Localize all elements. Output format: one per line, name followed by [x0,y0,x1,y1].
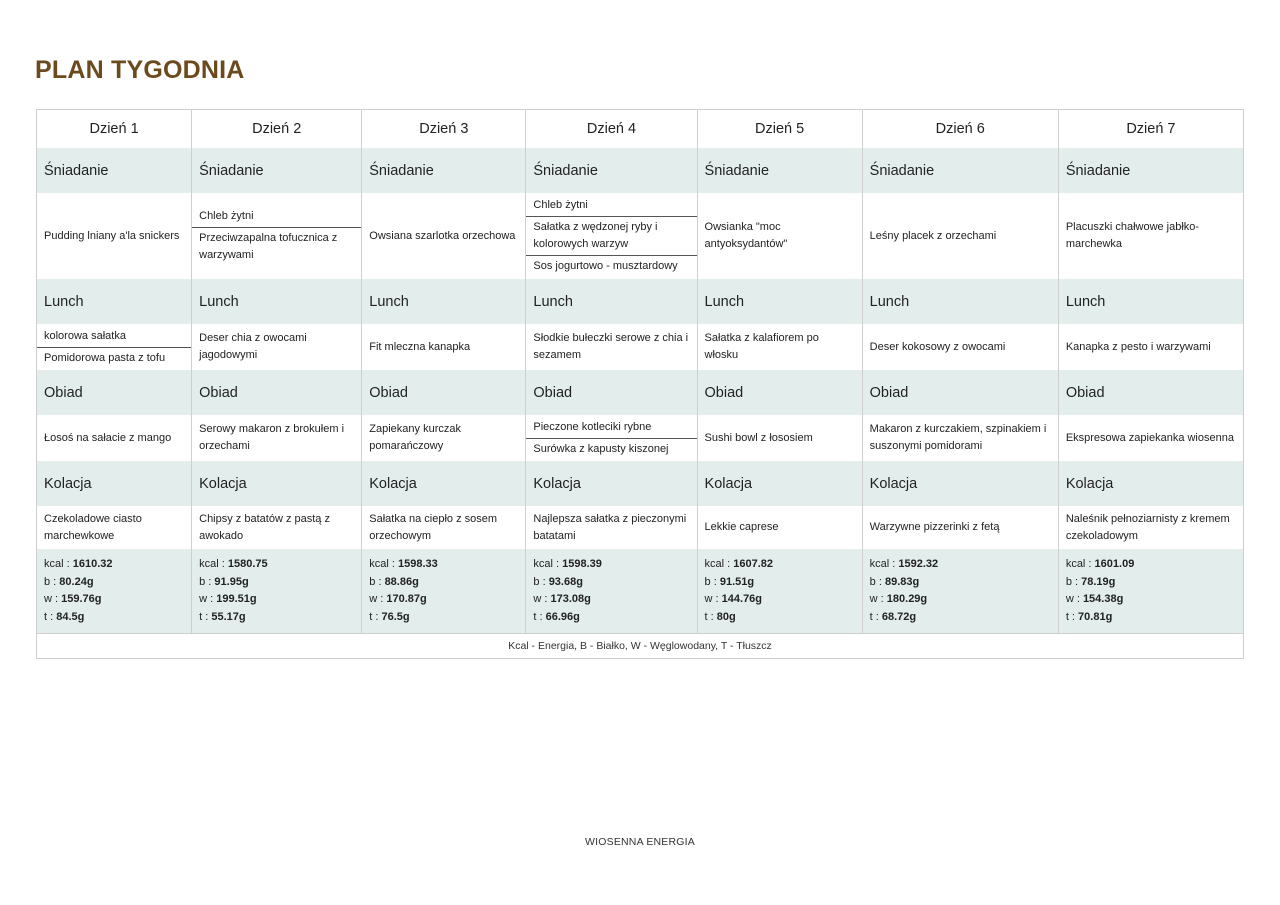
dish-cell [862,324,1058,370]
dish-cell [362,506,526,549]
nutrition-b [199,574,354,592]
meal-label: Śniadanie [37,148,192,193]
nutrition-label: t : [199,610,212,623]
meal-label: Lunch [697,279,862,324]
nutrition-kcal [199,556,354,574]
meal-label: Lunch [192,279,362,324]
nutrition-value: 159.76g [61,593,102,605]
dish-cell [697,415,862,461]
nutrition-b [369,574,518,592]
nutrition-cell [1058,549,1243,634]
day-header: Dzień 2 [192,110,362,149]
legend-row [37,634,1244,659]
legend-text: Kcal - Energia, B - Białko, W - Węglowodany, T - Tłuszcz [37,634,1244,659]
meal-label: Kolacja [37,461,192,506]
nutrition-value: 76.5g [381,610,410,623]
nutrition-kcal [1066,556,1236,574]
dish-item: Chleb żytni [199,210,254,222]
nutrition-label: w : [869,593,887,605]
meal-label: Lunch [526,279,697,324]
nutrition-b [705,574,855,592]
dish-item: Sos jogurtowo - musztardowy [526,255,696,277]
nutrition-value: 1580.75 [227,558,268,570]
dish-item: Sałatka z kalafiorem po włosku [704,332,819,361]
dish-cell [192,324,362,370]
dish-item: Owsiana szarlotka orzechowa [369,229,516,242]
dish-cell [1058,193,1243,279]
dish-cell [1058,415,1243,461]
dish-row [37,506,1244,549]
dish-item: Czekoladowe ciasto marchewkowe [44,512,142,542]
day-header: Dzień 5 [697,110,862,149]
nutrition-value: 80g [716,610,736,623]
nutrition-value: 88.86g [384,575,419,588]
dish-item: Pudding lniany a'la snickers [44,229,180,242]
meal-label-row [37,148,1244,193]
dish-cell [862,506,1058,549]
nutrition-value: 89.83g [884,575,920,588]
meal-label: Śniadanie [526,148,697,193]
dish-item: kolorowa sałatka [44,329,126,342]
meal-label: Lunch [362,279,526,324]
nutrition-value: 170.87g [386,593,427,605]
nutrition-row [37,549,1244,634]
page-title: PLAN TYGODNIA [35,56,245,84]
nutrition-b [870,574,1051,592]
dish-item: Sałatka na ciepło z sosem orzechowym [369,512,498,542]
meal-label: Śniadanie [192,148,362,193]
nutrition-w [1066,591,1236,609]
meal-label: Kolacja [862,461,1058,506]
nutrition-label: w : [1065,593,1083,605]
dish-cell [362,193,526,279]
dish-cell [37,193,192,279]
meal-label-row [37,370,1244,415]
dish-cell [37,506,192,549]
nutrition-t [870,609,1051,627]
nutrition-b [533,574,689,592]
day-header: Dzień 1 [37,110,192,149]
dish-item: Chipsy z batatów z pastą z awokado [199,512,330,542]
nutrition-value: 70.81g [1078,610,1113,623]
dish-cell [37,415,192,461]
dish-cell [362,324,526,370]
dish-cell [526,324,697,370]
nutrition-w [199,591,354,609]
dish-row [37,415,1244,461]
nutrition-label: b : [704,575,720,588]
nutrition-label: t : [533,610,546,623]
meal-label: Śniadanie [1058,148,1243,193]
dish-row [37,193,1244,279]
day-header-row [37,110,1244,149]
dish-item: Owsianka "moc antyoksydantów" [704,221,788,250]
dish-cell [697,193,862,279]
dish-item: Surówka z kapusty kiszonej [526,438,696,460]
nutrition-t [44,609,184,627]
dish-item: Sushi bowl z łososiem [704,431,813,444]
dish-cell [526,506,697,549]
dish-cell [362,415,526,461]
dish-cell [697,506,862,549]
nutrition-cell [697,549,862,634]
meal-label: Lunch [1058,279,1243,324]
nutrition-value: 1598.33 [398,558,438,570]
dish-item: Ekspresowa zapiekanka wiosenna [1065,431,1234,444]
nutrition-value: 1598.39 [562,558,602,570]
dish-item: Przeciwzapalna tofucznica z warzywami [192,227,361,266]
nutrition-label: b : [533,575,549,588]
nutrition-cell [37,549,192,634]
dish-cell [862,415,1058,461]
dish-cell [192,506,362,549]
nutrition-b [44,574,184,592]
nutrition-kcal [44,556,184,574]
nutrition-t [533,609,689,627]
dish-cell [697,324,862,370]
nutrition-value: 91.95g [214,575,249,588]
meal-label: Obiad [862,370,1058,415]
dish-item: Deser kokosowy z owocami [869,340,1006,353]
nutrition-value: 93.68g [548,575,583,588]
dish-item: Pomidorowa pasta z tofu [37,347,191,369]
day-header: Dzień 6 [862,110,1058,149]
day-header: Dzień 3 [362,110,526,149]
nutrition-label: b : [199,575,215,588]
nutrition-value: 68.72g [881,610,917,623]
nutrition-value: 180.29g [886,593,928,605]
dish-cell [192,415,362,461]
meal-label: Lunch [862,279,1058,324]
nutrition-label: kcal : [869,558,899,570]
meal-label: Kolacja [1058,461,1243,506]
nutrition-value: 173.08g [550,593,591,605]
meal-label: Śniadanie [697,148,862,193]
nutrition-value: 1607.82 [733,558,774,570]
nutrition-label: b : [44,575,60,588]
nutrition-t [1066,609,1236,627]
nutrition-cell [192,549,362,634]
nutrition-label: b : [369,575,385,588]
dish-item: Naleśnik pełnoziarnisty z kremem czekoladowym [1065,512,1230,542]
dish-item: Chleb żytni [533,199,588,211]
nutrition-b [1066,574,1236,592]
meal-label-row [37,279,1244,324]
meal-label: Śniadanie [862,148,1058,193]
dish-item: Leśny placek z orzechami [869,229,997,242]
nutrition-t [199,609,354,627]
nutrition-value: 80.24g [59,575,94,588]
nutrition-w [870,591,1051,609]
day-header: Dzień 7 [1058,110,1243,149]
meal-label: Obiad [362,370,526,415]
nutrition-label: kcal : [369,558,398,570]
dish-item: Sałatka z wędzonej ryby i kolorowych warzyw [526,216,696,255]
nutrition-label: kcal : [1065,558,1095,570]
nutrition-value: 1610.32 [72,558,113,570]
nutrition-w [533,591,689,609]
nutrition-label: kcal : [533,558,563,570]
nutrition-w [44,591,184,609]
day-header: Dzień 4 [526,110,697,149]
dish-item: Pieczone kotleciki rybne [533,420,652,433]
nutrition-kcal [369,556,518,574]
dish-cell [1058,506,1243,549]
nutrition-label: kcal : [704,558,734,570]
nutrition-label: t : [704,610,717,623]
nutrition-kcal [870,556,1051,574]
nutrition-t [705,609,855,627]
dish-item: Słodkie bułeczki serowe z chia i sezamem [533,332,689,361]
nutrition-label: t : [869,610,882,623]
dish-item: Zapiekany kurczak pomarańczowy [369,423,461,452]
dish-item: Deser chia z owocami jagodowymi [199,332,307,361]
dish-item: Makaron z kurczakiem, szpinakiem i suszonymi pomidorami [869,423,1047,452]
nutrition-label: t : [44,610,57,623]
meal-label: Lunch [37,279,192,324]
dish-cell [526,415,697,461]
nutrition-value: 1601.09 [1094,558,1135,570]
dish-item: Łosoś na sałacie z mango [44,431,172,444]
nutrition-label: b : [1065,575,1082,588]
meal-label: Obiad [697,370,862,415]
nutrition-label: w : [44,593,62,605]
dish-item: Najlepsza sałatka z pieczonymi batatami [533,512,687,542]
meal-label: Kolacja [362,461,526,506]
nutrition-label: w : [199,593,217,605]
meal-label: Kolacja [697,461,862,506]
nutrition-value: 66.96g [545,610,580,623]
meal-label: Obiad [37,370,192,415]
dish-item: Placuszki chałwowe jabłko-marchewka [1065,221,1200,250]
dish-cell [192,193,362,279]
nutrition-kcal [705,556,855,574]
dish-cell [37,324,192,370]
dish-cell [526,193,697,279]
nutrition-kcal [533,556,689,574]
nutrition-cell [862,549,1058,634]
nutrition-t [369,609,518,627]
nutrition-value: 154.38g [1082,593,1124,605]
meal-label: Obiad [1058,370,1243,415]
dish-cell [1058,324,1243,370]
meal-label: Śniadanie [362,148,526,193]
nutrition-label: kcal : [199,558,228,570]
nutrition-value: 144.76g [721,593,763,605]
nutrition-label: w : [369,593,387,605]
nutrition-label: t : [369,610,382,623]
dish-item: Warzywne pizzerinki z fetą [869,521,1000,533]
dish-item: Fit mleczna kanapka [369,340,471,353]
nutrition-value: 91.51g [719,575,755,588]
dish-cell [862,193,1058,279]
nutrition-label: kcal : [44,558,73,570]
nutrition-value: 84.5g [56,610,85,623]
dish-item: Lekkie caprese [704,521,779,533]
footer-text: WIOSENNA ENERGIA [585,836,695,848]
meal-label: Obiad [192,370,362,415]
nutrition-value: 78.19g [1081,575,1116,588]
nutrition-value: 1592.32 [898,558,939,570]
nutrition-label: t : [1065,610,1079,623]
nutrition-cell [526,549,697,634]
nutrition-label: w : [533,593,551,605]
nutrition-value: 55.17g [211,610,246,623]
nutrition-w [705,591,855,609]
nutrition-value: 199.51g [216,593,257,605]
dish-item: Serowy makaron z brokułem i orzechami [199,423,345,452]
weekly-plan-table [36,109,1244,659]
dish-item: Kanapka z pesto i warzywami [1065,340,1211,353]
nutrition-cell [362,549,526,634]
nutrition-label: w : [704,593,722,605]
nutrition-label: b : [869,575,885,588]
meal-label-row [37,461,1244,506]
meal-label: Kolacja [192,461,362,506]
meal-label: Obiad [526,370,697,415]
nutrition-w [369,591,518,609]
dish-row [37,324,1244,370]
meal-label: Kolacja [526,461,697,506]
